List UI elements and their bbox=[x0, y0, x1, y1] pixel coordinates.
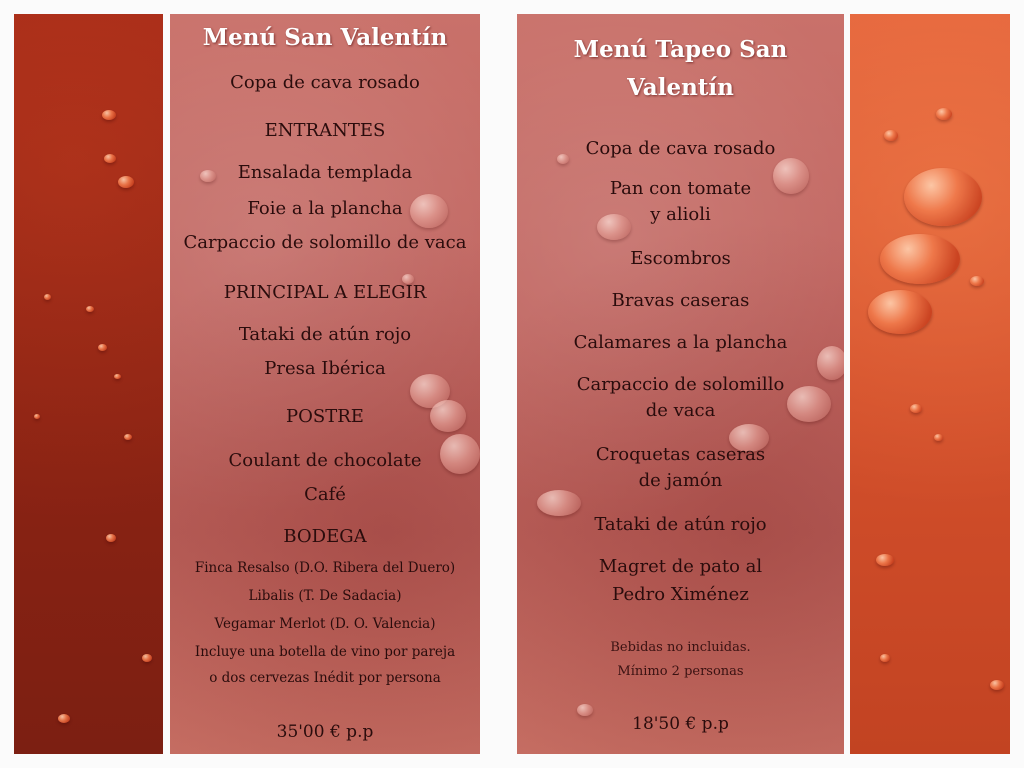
menu-item: Bravas caseras bbox=[611, 290, 750, 311]
menu-item: Café bbox=[304, 484, 346, 505]
menu-item: Pan con tomate bbox=[609, 178, 752, 199]
menu-price: 18'50 € p.p bbox=[632, 714, 729, 734]
wine-note: Incluye una botella de vino por pareja bbox=[194, 644, 456, 660]
menu-price: 35'00 € p.p bbox=[276, 722, 374, 742]
section-heading-entrantes: ENTRANTES bbox=[264, 120, 386, 141]
menu-item: de jamón bbox=[638, 470, 723, 491]
minimum-note: Mínimo 2 personas bbox=[617, 664, 744, 679]
section-heading-postre: POSTRE bbox=[286, 406, 364, 427]
menu-item: Carpaccio de solomillo bbox=[576, 374, 785, 395]
menu-item: Ensalada templada bbox=[237, 162, 413, 183]
section-heading-bodega: BODEGA bbox=[283, 526, 367, 547]
menu-item: y alioli bbox=[650, 204, 711, 225]
menu-title: Menú San Valentín bbox=[202, 24, 448, 51]
drinks-note: Bebidas no incluidas. bbox=[610, 640, 751, 655]
menu-title-line2: Valentín bbox=[627, 74, 734, 101]
wine-item: Vegamar Merlot (D. O. Valencia) bbox=[214, 616, 436, 632]
welcome-drink: Copa de cava rosado bbox=[230, 72, 420, 93]
menu-item: Calamares a la plancha bbox=[573, 332, 788, 353]
menu-item: Escombros bbox=[630, 248, 731, 269]
menu-title-line1: Menú Tapeo San bbox=[573, 36, 788, 63]
menu-item: de vaca bbox=[645, 400, 716, 421]
wine-item: Libalis (T. De Sadacia) bbox=[248, 588, 402, 604]
right-decorative-panel bbox=[850, 14, 1010, 754]
menu-item: Presa Ibérica bbox=[264, 358, 386, 379]
left-decorative-panel bbox=[14, 14, 163, 754]
menu-item: Foie a la plancha bbox=[247, 198, 403, 219]
section-heading-principal: PRINCIPAL A ELEGIR bbox=[223, 282, 427, 303]
menu-item: Copa de cava rosado bbox=[585, 138, 776, 159]
wine-note: o dos cervezas Inédit por persona bbox=[209, 670, 441, 686]
menu-item: Pedro Ximénez bbox=[612, 584, 749, 605]
menu-item: Carpaccio de solomillo de vaca bbox=[183, 232, 467, 253]
wine-item: Finca Resalso (D.O. Ribera del Duero) bbox=[194, 560, 456, 576]
menu-item: Tataki de atún rojo bbox=[238, 324, 412, 345]
menu-san-valentin-panel bbox=[170, 14, 480, 754]
menu-tapeo-panel bbox=[517, 14, 844, 754]
menu-item: Croquetas caseras bbox=[595, 444, 766, 465]
menu-item: Magret de pato al bbox=[598, 556, 763, 577]
menu-item: Coulant de chocolate bbox=[228, 450, 422, 471]
menu-item: Tataki de atún rojo bbox=[594, 514, 767, 535]
